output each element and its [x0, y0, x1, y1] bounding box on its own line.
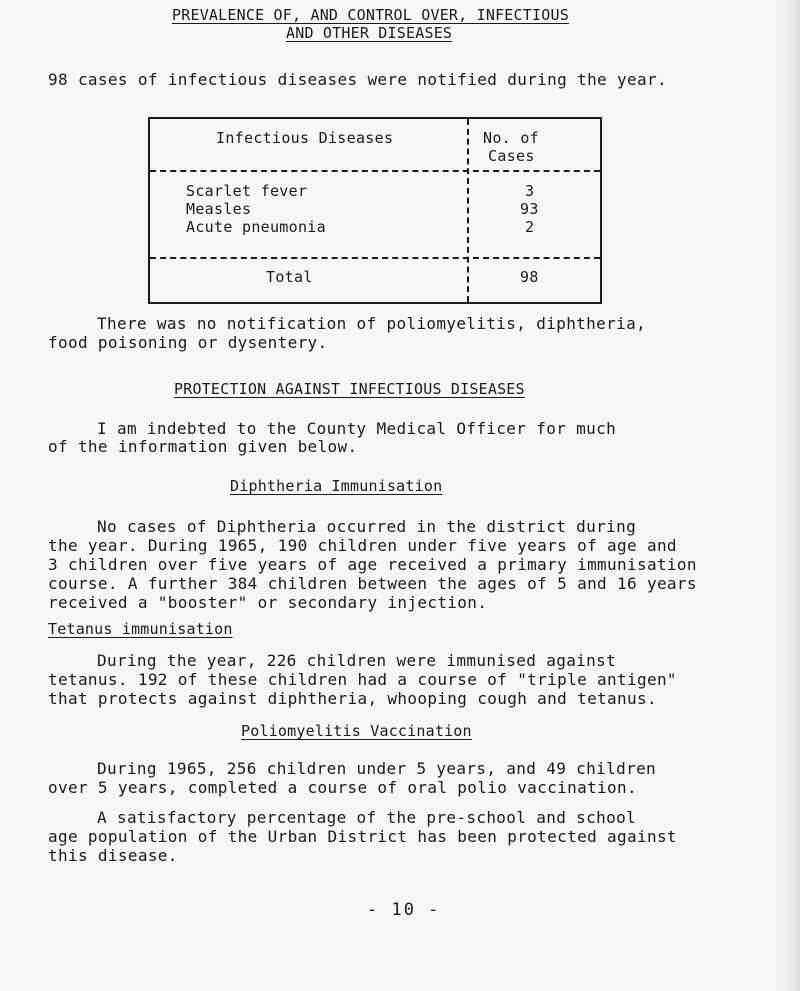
- indebted-line-1: I am indebted to the County Medical Officer for much: [97, 419, 617, 438]
- table-row-cases: 2: [525, 218, 535, 236]
- polio-heading: Poliomyelitis Vaccination: [241, 722, 472, 740]
- diphtheria-line-2: the year. During 1965, 190 children under five years of age and: [48, 536, 677, 555]
- table-total-value: 98: [520, 268, 539, 286]
- indebted-line-2: of the information given below.: [48, 437, 358, 456]
- no-notification-line-2: food poisoning or dysentery.: [48, 333, 328, 352]
- polio-line-2: over 5 years, completed a course of oral polio vaccination.: [48, 778, 637, 797]
- tetanus-heading: Tetanus immunisation: [48, 620, 233, 638]
- table-row-cases: 93: [520, 200, 539, 218]
- diseases-table: [148, 117, 602, 304]
- table-row-disease: Scarlet fever: [186, 182, 308, 200]
- diphtheria-line-4: course. A further 384 children between the ages of 5 and 16 years: [48, 574, 697, 593]
- summary-sentence: 98 cases of infectious diseases were notified during the year.: [48, 70, 667, 89]
- protection-heading: PROTECTION AGAINST INFECTIOUS DISEASES: [174, 380, 525, 398]
- page-edge-shadow: [778, 0, 800, 991]
- table-row-cases: 3: [525, 182, 535, 200]
- table-row-disease: Measles: [186, 200, 252, 218]
- tetanus-line-3: that protects against diphtheria, whooping cough and tetanus.: [48, 689, 657, 708]
- title-line-1: PREVALENCE OF, AND CONTROL OVER, INFECTIOUS: [172, 6, 569, 24]
- diphtheria-line-3: 3 children over five years of age received a primary immunisation: [48, 555, 697, 574]
- table-row-disease: Acute pneumonia: [186, 218, 326, 236]
- table-header-disease: Infectious Diseases: [216, 129, 394, 147]
- diphtheria-line-1: No cases of Diphtheria occurred in the district during: [97, 517, 637, 536]
- table-total-divider: [150, 257, 600, 259]
- table-column-divider: [467, 119, 469, 302]
- tetanus-line-1: During the year, 226 children were immunised against: [97, 651, 617, 670]
- page-number: - 10 -: [367, 900, 441, 920]
- diphtheria-line-5: received a "booster" or secondary injection.: [48, 593, 488, 612]
- no-notification-line-1: There was no notification of poliomyelitis, diphtheria,: [97, 314, 647, 333]
- polio-line-3: A satisfactory percentage of the pre-school and school: [97, 808, 637, 827]
- table-header-cases-line-2: Cases: [488, 147, 535, 165]
- tetanus-line-2: tetanus. 192 of these children had a course of "triple antigen": [48, 670, 677, 689]
- table-total-label: Total: [266, 268, 313, 286]
- title-line-2: AND OTHER DISEASES: [286, 24, 453, 42]
- polio-line-4: age population of the Urban District has been protected against: [48, 827, 677, 846]
- polio-line-5: this disease.: [48, 846, 178, 865]
- diphtheria-heading: Diphtheria Immunisation: [230, 477, 443, 495]
- polio-line-1: During 1965, 256 children under 5 years, and 49 children: [97, 759, 657, 778]
- table-header-cases-line-1: No. of: [483, 129, 539, 147]
- table-header-divider: [150, 170, 600, 172]
